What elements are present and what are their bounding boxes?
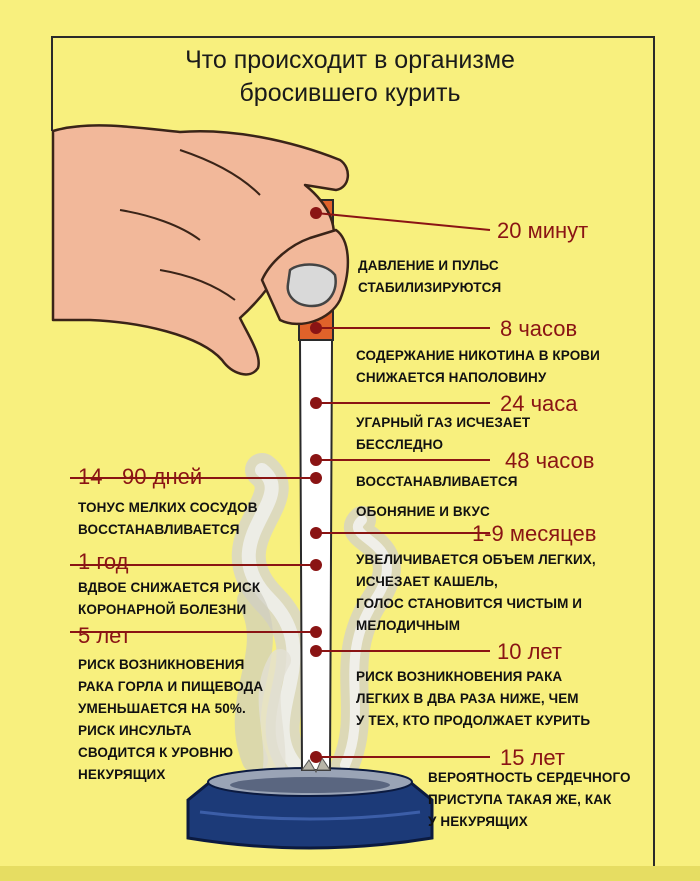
desc-line: ВЕРОЯТНОСТЬ СЕРДЕЧНОГО <box>428 770 631 785</box>
milestone-desc-48-hours <box>356 471 518 523</box>
milestone-time-1-9-months: 1-9 месяцев <box>472 521 597 546</box>
desc-line: ГОЛОС СТАНОВИТСЯ ЧИСТЫМ И <box>356 596 583 611</box>
milestone-time-1-year: 1 год <box>78 549 129 574</box>
title-line-2: бросившего курить <box>239 79 461 107</box>
desc-line: ВОССТАНАВЛИВАЕТСЯ <box>356 474 518 489</box>
desc-line: ЛЕГКИХ В ДВА РАЗА НИЖЕ, ЧЕМ <box>356 691 579 706</box>
desc-line: ОБОНЯНИЕ И ВКУС <box>356 504 490 519</box>
desc-line: ПРИСТУПА ТАКАЯ ЖЕ, КАК <box>428 792 612 807</box>
desc-line: БЕССЛЕДНО <box>356 437 444 452</box>
milestone-time-24-hours: 24 часа <box>500 391 578 416</box>
milestone-desc-14-90-days <box>78 497 258 541</box>
desc-line: ВДВОЕ СНИЖАЕТСЯ РИСК <box>78 580 261 595</box>
milestone-desc-1-year <box>78 577 260 621</box>
desc-line: СТАБИЛИЗИРУЮТСЯ <box>358 280 502 295</box>
desc-line: У НЕКУРЯЩИХ <box>428 814 528 829</box>
desc-line: МЕЛОДИЧНЫМ <box>356 618 461 633</box>
desc-line: РИСК ВОЗНИКНОВЕНИЯ <box>78 657 245 672</box>
milestone-desc-20-min <box>358 255 501 299</box>
milestone-time-5-years: 5 лет <box>78 623 131 648</box>
milestone-time-14-90-days: 14 - 90 дней <box>78 464 203 489</box>
desc-line: НЕКУРЯЩИХ <box>78 767 166 782</box>
desc-line: УМЕНЬШАЕТСЯ НА 50%. <box>78 701 246 716</box>
desc-line: УГАРНЫЙ ГАЗ ИСЧЕЗАЕТ <box>356 415 531 430</box>
desc-line: ДАВЛЕНИЕ И ПУЛЬС <box>358 258 499 273</box>
desc-line: ИСЧЕЗАЕТ КАШЕЛЬ, <box>356 574 498 589</box>
milestone-time-48-hours: 48 часов <box>505 448 595 473</box>
milestone-time-8-hours: 8 часов <box>500 316 578 341</box>
desc-line: ВОССТАНАВЛИВАЕТСЯ <box>78 522 240 537</box>
desc-line: СОДЕРЖАНИЕ НИКОТИНА В КРОВИ <box>356 348 600 363</box>
desc-line: У ТЕХ, КТО ПРОДОЛЖАЕТ КУРИТЬ <box>356 713 591 728</box>
milestone-desc-10-years <box>356 666 590 732</box>
desc-line: РИСК ИНСУЛЬТА <box>78 723 192 738</box>
milestone-time-20-min: 20 минут <box>497 218 589 243</box>
desc-line: КОРОНАРНОЙ БОЛЕЗНИ <box>78 602 247 617</box>
desc-line: СВОДИТСЯ К УРОВНЮ <box>78 745 234 760</box>
milestone-desc-15-years <box>428 767 631 833</box>
milestone-time-15-years: 15 лет <box>500 745 566 770</box>
desc-line: РИСК ВОЗНИКНОВЕНИЯ РАКА <box>356 669 563 684</box>
desc-line: УВЕЛИЧИВАЕТСЯ ОБЪЕМ ЛЕГКИХ, <box>356 552 596 567</box>
title-line-1: Что происходит в организме <box>185 46 515 74</box>
desc-line: РАКА ГОРЛА И ПИЩЕВОДА <box>78 679 264 694</box>
milestone-desc-1-9-months <box>356 549 596 637</box>
milestone-time-10-years: 10 лет <box>497 639 563 664</box>
milestone-desc-5-years <box>78 654 263 786</box>
desc-line: ТОНУС МЕЛКИХ СОСУДОВ <box>78 500 258 515</box>
milestone-desc-8-hours <box>356 345 600 389</box>
desc-line: СНИЖАЕТСЯ НАПОЛОВИНУ <box>356 370 547 385</box>
